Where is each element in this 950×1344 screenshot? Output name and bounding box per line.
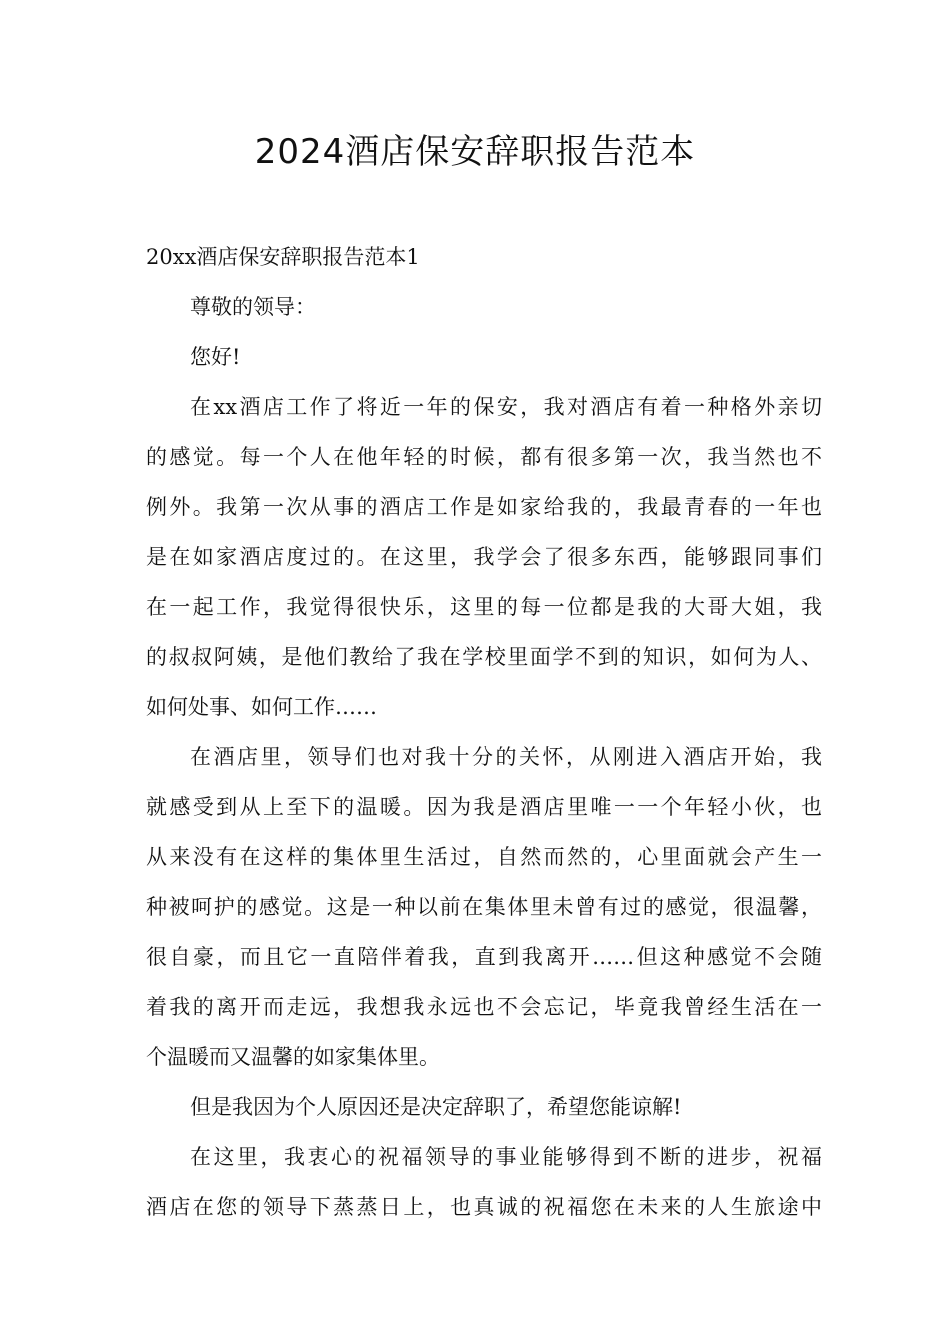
paragraph-line: 是在如家酒店度过的。在这里，我学会了很多东西，能够跟同事们 <box>146 545 822 569</box>
paragraph-line: 很自豪，而且它一直陪伴着我，直到我离开……但这种感觉不会随 <box>146 945 822 969</box>
paragraph-line: 种被呵护的感觉。这是一种以前在集体里未曾有过的感觉，很温馨， <box>146 895 822 919</box>
paragraph-line: 例外。我第一次从事的酒店工作是如家给我的，我最青春的一年也 <box>146 495 822 519</box>
paragraph-line: 的叔叔阿姨，是他们教给了我在学校里面学不到的知识，如何为人、 <box>146 645 822 669</box>
paragraph-4 <box>146 1132 822 1232</box>
paragraph-line: 从来没有在这样的集体里生活过，自然而然的，心里面就会产生一 <box>146 845 822 869</box>
paragraph-line: 的感觉。每一个人在他年轻的时候，都有很多第一次，我当然也不 <box>146 445 822 469</box>
document-body <box>146 232 822 1232</box>
paragraph-line: 着我的离开而走远，我想我永远也不会忘记，毕竟我曾经生活在一 <box>146 995 822 1019</box>
paragraph-line: 在这里，我衷心的祝福领导的事业能够得到不断的进步，祝福 <box>190 1145 822 1169</box>
section-heading: 20xx酒店保安辞职报告范本1 <box>146 245 420 269</box>
paragraph-1 <box>146 382 822 732</box>
paragraph-line: 但是我因为个人原因还是决定辞职了，希望您能谅解! <box>190 1095 682 1119</box>
paragraph-line: 在xx酒店工作了将近一年的保安，我对酒店有着一种格外亲切 <box>190 395 822 419</box>
greeting-line: 尊敬的领导： <box>190 295 316 319</box>
salutation-line: 您好! <box>190 345 241 369</box>
paragraph-line: 酒店在您的领导下蒸蒸日上，也真诚的祝福您在未来的人生旅途中 <box>146 1195 822 1219</box>
document-title: 2024酒店保安辞职报告范本 <box>254 132 696 172</box>
paragraph-line: 个温暖而又温馨的如家集体里。 <box>146 1045 440 1069</box>
paragraph-line: 在一起工作，我觉得很快乐，这里的每一位都是我的大哥大姐，我 <box>146 595 822 619</box>
paragraph-line: 在酒店里，领导们也对我十分的关怀，从刚进入酒店开始，我 <box>190 745 822 769</box>
paragraph-2 <box>146 732 822 1082</box>
paragraph-line: 如何处事、如何工作…… <box>146 695 377 719</box>
paragraph-line: 就感受到从上至下的温暖。因为我是酒店里唯一一个年轻小伙，也 <box>146 795 822 819</box>
paragraph-3 <box>146 1082 822 1132</box>
